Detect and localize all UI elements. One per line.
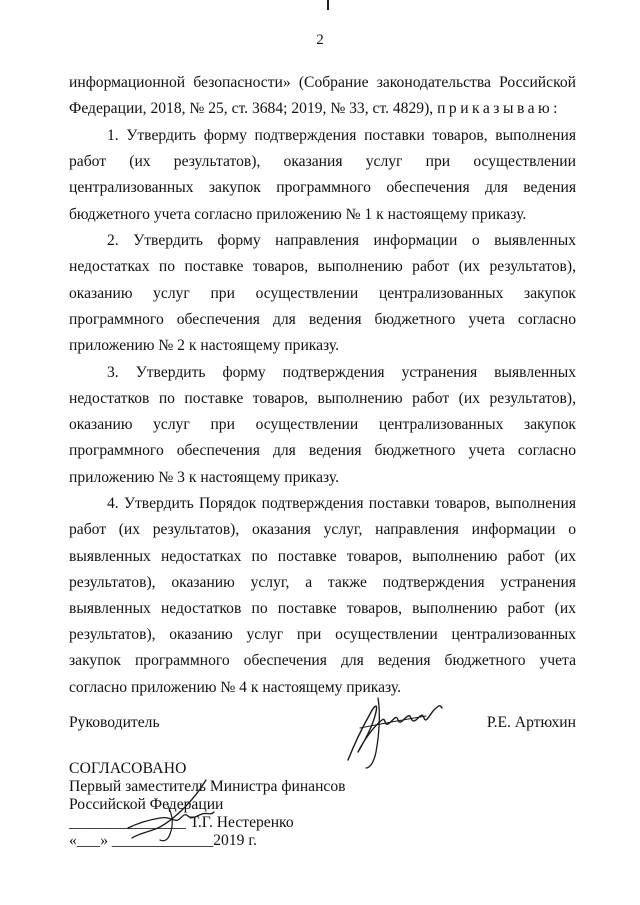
approval-date-line: «___» _____________2019 г. bbox=[69, 832, 257, 849]
page-number: 2 bbox=[316, 32, 324, 48]
intro-text: информационной безопасности» (Собрание законодательства Российской Федерации, 2018, № 25, ст. 3684; 2019, № 33, ст. 4829), bbox=[69, 74, 576, 118]
deputy-signature bbox=[118, 776, 228, 846]
paragraph-item-1: 1. Утвердить форму подтверждения поставки товаров, выполнения работ (их результатов), оказания услуг при осуществлении централизованных закупок программного обеспечения для ведения бюджетного учета согласно приложению № 1 к настоящему приказу. bbox=[69, 126, 576, 223]
approval-name-line: _______________ Т.Г. Нестеренко bbox=[69, 814, 294, 831]
signer-role: Руководитель bbox=[69, 714, 160, 731]
paragraph-item-4: 4. Утвердить Порядок подтверждения поставки товаров, выполнения работ (их результатов), оказания услуг, направления информации о выявленных недостатках по поставке товаров, выполнению работ (их результатов), оказанию услуг, а также подтверждения устранения выявленных недостатков по поставке товаров, выполнению работ (их результатов), оказанию услуг при осуществлении централизованных закупок программного обеспечения для ведения бюджетного учета согласно приложению № 4 к настоящему приказу. bbox=[69, 495, 576, 696]
approval-heading: СОГЛАСОВАНО bbox=[69, 760, 187, 777]
paragraph-item-2: 2. Утвердить форму направления информации о выявленных недостатках по поставке товаров, выполнению работ (их результатов), оказанию услуг при осуществлении централизованных закупок программного обеспечения для ведения бюджетного учета согласно приложению № 2 к настоящему приказу. bbox=[69, 232, 576, 355]
paragraph-intro-continuation bbox=[69, 70, 576, 122]
scan-top-mark bbox=[327, 0, 329, 10]
head-signature bbox=[340, 690, 450, 770]
approval-position-line-2: Российской Федерации bbox=[69, 796, 224, 813]
paragraph-item-3: 3. Утвердить форму подтверждения устранения выявленных недостатков по поставке товаров, выполнению работ (их результатов), оказанию услуг при осуществлении централизованных закупок программного обеспечения для ведения бюджетного учета согласно приложению № 3 к настоящему приказу. bbox=[69, 363, 576, 486]
order-body bbox=[69, 70, 576, 701]
order-keyword: приказываю: bbox=[437, 100, 562, 118]
signer-name: Р.Е. Артюхин bbox=[486, 714, 576, 731]
approval-position-line-1: Первый заместитель Министра финансов bbox=[69, 778, 346, 795]
